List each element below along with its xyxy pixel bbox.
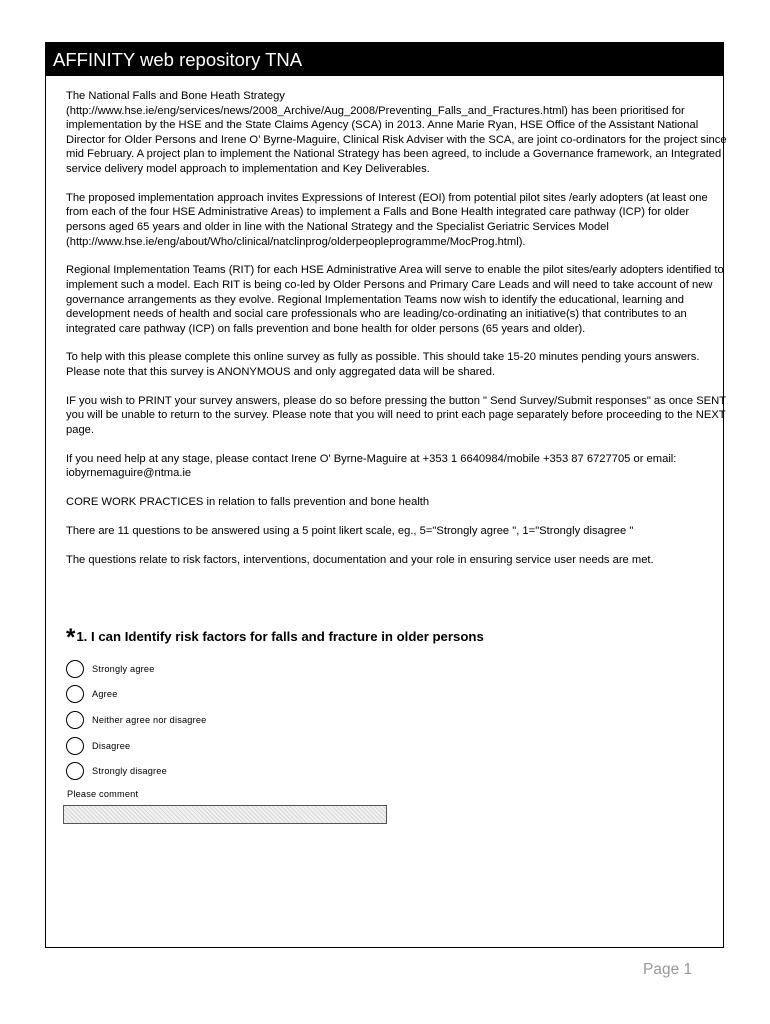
option-label: Agree (92, 689, 118, 700)
intro-paragraph-topics: The questions relate to risk factors, interventions, documentation and your role in ensuring service user needs are met. (66, 553, 654, 566)
option-strongly-agree[interactable] (66, 656, 466, 682)
option-strongly-disagree[interactable] (66, 758, 466, 784)
intro-paragraph-rit: Regional Implementation Teams (RIT) for each HSE Administrative Area will serve to enable the pilot sites/early adopters identified to implement such a model. Each RIT is being co-led by Older Persons and Primary Care Leads and will need to take account of new governance arrangements as they evolve. Regional Implementation Teams now wish to identify the educational, learning and development needs of health and social care professionals who are leading/co-ordinating an initiative(s) that contributes to an integrated care pathway (ICP) on falls prevention and bone health for older persons (65 years and older). (66, 264, 724, 335)
option-label: Disagree (92, 740, 131, 751)
radio-button[interactable] (66, 685, 84, 703)
required-asterisk-icon: * (66, 624, 76, 651)
option-label: Neither agree nor disagree (92, 714, 207, 725)
radio-button[interactable] (66, 762, 84, 780)
intro-paragraph-approach: The proposed implementation approach invites Expressions of Interest (EOI) from potential pilot sites /early adopters (at least one from each of the four HSE Administrative Areas) to implement a Falls and Bone Health integrated care pathway (ICP) for older persons aged 65 years and older in line with the National Strategy and the Specialist Geriatric Services Model (http://www.hse.ie/eng/about/Who/clinical/natclinprog/olderpeopleprogramme/MocProg.html). (66, 191, 708, 248)
radio-button[interactable] (66, 660, 84, 678)
survey-title: AFFINITY web repository TNA (46, 43, 723, 76)
intro-paragraph-strategy: The National Falls and Bone Heath Strategy (http://www.hse.ie/eng/services/news/2008_Archive/Aug_2008/Preventing_Falls_and_Fractures.html) has been prioritised for implementation by the HSE and the State Claims Agency (SCA) in 2013. Anne Marie Ryan, HSE Office of the Assistant National Director for Older Persons and Irene O’ Byrne-Maguire, Clinical Risk Adviser with the SCA, are joint co-ordinators for the project since mid February. A project plan to implement the National Strategy has been agreed, to include a Governance framework, an Integrated service delivery model approach to implementation and Key Deliverables. (66, 90, 727, 175)
intro-paragraph-contact: If you need help at any stage, please contact Irene O' Byrne-Maguire at +353 1 6640984/mobile +353 87 6727705 or email: iobyrnemaguire@ntma.ie (66, 452, 677, 480)
page-number: Page 1 (643, 961, 693, 978)
survey-page-frame (45, 42, 727, 948)
question-1-title (66, 624, 706, 651)
option-disagree[interactable] (66, 733, 466, 759)
intro-text (66, 89, 730, 582)
option-agree[interactable] (66, 682, 466, 708)
intro-paragraph-print: IF you wish to PRINT your survey answers, please do so before pressing the button " Send Survey/Submit responses" as once SENT you will be unable to return to the survey. Please note that you will need to print each page separately before proceeding to the NEXT page. (66, 394, 726, 437)
option-label: Strongly agree (92, 663, 155, 674)
option-label: Strongly disagree (92, 766, 167, 777)
radio-button[interactable] (66, 711, 84, 729)
question-1-options (66, 656, 466, 784)
question-1-text: 1. I can Identify risk factors for falls and fracture in older persons (76, 629, 484, 644)
intro-paragraph-likert: There are 11 questions to be answered using a 5 point likert scale, eg., 5="Strongly agree ", 1="Strongly disagree " (66, 524, 634, 537)
option-neither-agree-nor-disagree[interactable] (66, 707, 466, 733)
comment-input[interactable] (63, 805, 387, 824)
intro-paragraph-core-practices: CORE WORK PRACTICES in relation to falls prevention and bone health (66, 496, 430, 509)
comment-label: Please comment (67, 789, 139, 799)
radio-button[interactable] (66, 737, 84, 755)
intro-paragraph-instructions: To help with this please complete this online survey as fully as possible. This should take 15-20 minutes pending yours answers. Please note that this survey is ANONYMOUS and only aggregated data will be shared. (66, 351, 700, 379)
